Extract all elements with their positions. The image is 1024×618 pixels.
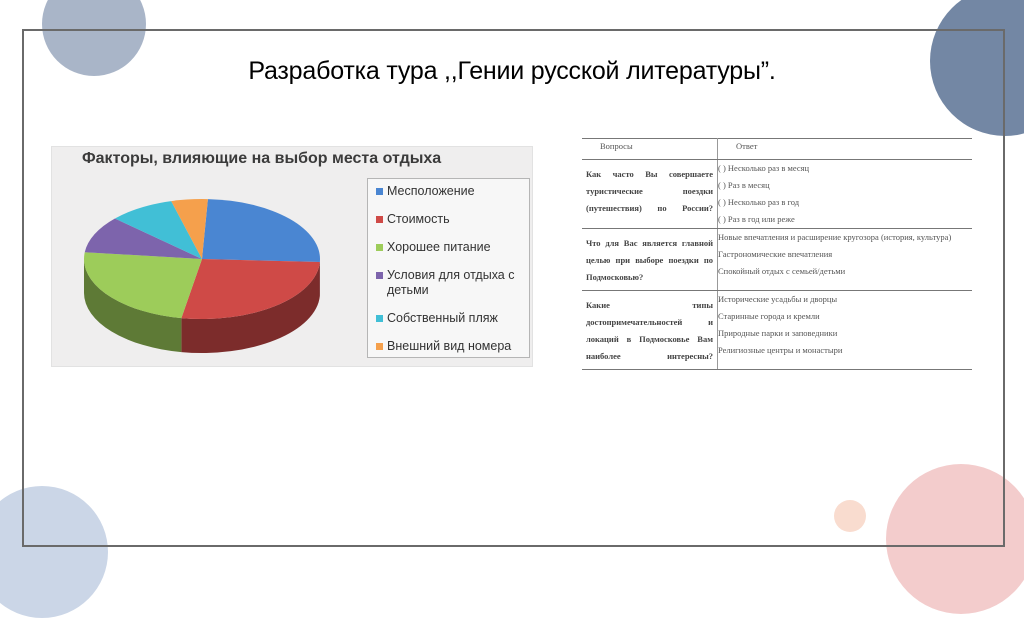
- legend-label: Стоимость: [387, 212, 450, 227]
- legend-swatch: [376, 216, 383, 223]
- slide-title: Разработка тура ,,Гении русской литературы”.: [0, 57, 1024, 86]
- legend-label: Месположение: [387, 184, 475, 199]
- legend-swatch: [376, 272, 383, 279]
- legend-item: [372, 339, 525, 354]
- legend-item: [372, 212, 525, 227]
- question-text: Какие типы достопримечательностей и локаций в Подмосковье Вам наиболее интересны?: [582, 291, 717, 369]
- legend-label: Внешний вид номера: [387, 339, 511, 354]
- answer-option: ( ) Несколько раз в год: [718, 194, 972, 211]
- legend-label: Условия для отдыха с детьми: [387, 268, 525, 298]
- chart-legend: [367, 178, 530, 358]
- answer-cell: [718, 229, 973, 291]
- legend-swatch: [376, 188, 383, 195]
- answer-option: Исторические усадьбы и дворцы: [718, 291, 972, 308]
- table-row: [582, 229, 972, 291]
- legend-label: Хорошее питание: [387, 240, 491, 255]
- pie-chart-panel: [51, 146, 533, 367]
- question-text: Что для Вас является главной целью при выборе поездки по Подмосковью?: [582, 229, 717, 290]
- legend-item: [372, 184, 525, 199]
- answer-option: Новые впечатления и расширение кругозора (история, культура): [718, 229, 968, 246]
- answer-option: ( ) Раз в месяц: [718, 177, 972, 194]
- legend-item: [372, 311, 525, 326]
- table-header-answer: Ответ: [718, 139, 973, 160]
- survey-table: [582, 138, 972, 370]
- answer-option: Религиозные центры и монастыри: [718, 342, 972, 359]
- legend-swatch: [376, 343, 383, 350]
- legend-item: [372, 268, 525, 298]
- legend-swatch: [376, 315, 383, 322]
- answer-option: Спокойный отдых с семьей/детьми: [718, 263, 972, 280]
- table-header-questions: Вопросы: [582, 139, 718, 160]
- chart-title: Факторы, влияющие на выбор места отдыха: [82, 150, 441, 168]
- pie-slice-0: [202, 199, 320, 262]
- answer-option: ( ) Раз в год или реже: [718, 211, 972, 228]
- question-text: Как часто Вы совершаете туристические поездки (путешествия) по России?: [582, 160, 717, 221]
- table-row: [582, 160, 972, 229]
- answer-option: ( ) Несколько раз в месяц: [718, 160, 972, 177]
- answer-cell: [718, 160, 973, 229]
- table-row: [582, 291, 972, 370]
- question-cell: [582, 291, 718, 370]
- question-cell: [582, 160, 718, 229]
- answer-option: Природные парки и заповедники: [718, 325, 972, 342]
- pie-chart: [52, 147, 367, 368]
- question-cell: [582, 229, 718, 291]
- legend-item: [372, 240, 525, 255]
- answer-option: Старинные города и кремли: [718, 308, 972, 325]
- legend-label: Собственный пляж: [387, 311, 498, 326]
- legend-swatch: [376, 244, 383, 251]
- answer-option: Гастрономические впечатления: [718, 246, 972, 263]
- answer-cell: [718, 291, 973, 370]
